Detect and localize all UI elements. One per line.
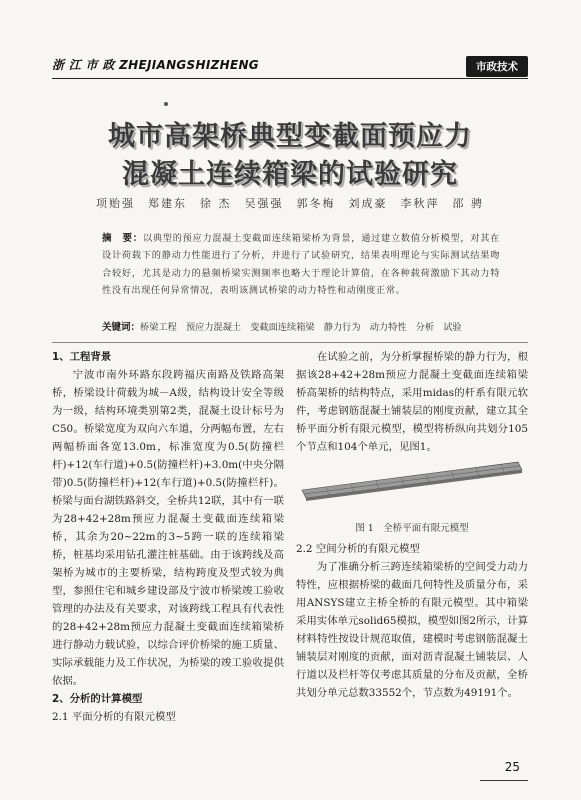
decorative-dot	[164, 102, 168, 106]
subsection-heading-2-1: 2.1 平面分析的有限元模型	[52, 711, 176, 723]
header-rule	[52, 78, 528, 79]
subsection-heading-2-2: 2.2 空间分析的有限元模型	[296, 543, 420, 555]
figure-1-caption: 图 1 全桥平面有限元模型	[355, 523, 469, 534]
paragraph-background: 宁波市南外环路东段跨福庆南路及铁路高架桥，桥梁设计荷载为城－A级，结构设计安全等级为一级，结构环境类别第2类，混凝土设计标号为C50。桥梁宽度为双向六车道，分两幅布置，左右两幅桥面各宽13.0m，标准宽度为0.5(防撞栏杆)+12(车行道)+0.5(防撞栏杆)+3.0m(中央分隔带)0.5(防撞栏杆)+12(车行道)+0.5(防撞栏杆)。桥梁与面台湖铁路斜交，全桥共12联，其中有一联为28+42+28m预应力混凝土变截面连续箱梁桥，其余为20~22m的3~5跨一联的连续箱梁桥，桩基均采用钻孔灌注桩基础。由于该跨线及高架桥为城市的主要桥梁，结构跨度及型式较为典型，参照住宅和城乡建设部及宁波市桥梁竣工验收管理的办法及有关要求，对该跨线工程具有代表性的28+42+28m预应力混凝土变截面连续箱梁桥进行静动力载试验，以综合评价桥梁的施工质量、实际承载能力及工作状况，为桥梁的竣工验收提供依据。	[52, 369, 284, 687]
section-tag: 市政技术	[466, 56, 528, 77]
abstract	[102, 230, 500, 299]
right-column-top	[296, 348, 528, 456]
figure-1-fe-model	[296, 450, 528, 506]
paragraph-spatial-model: 为了准确分析三跨连续箱梁桥的空间受力动力特性，应根据桥梁的截面几何特性及质量分布，采用ANSYS建立主桥全桥的有限元模型。其中箱梁采用实体单元solid65模拟，模型如图2所示，计算材料特性按设计规范取值，建模时考虑钢筋混凝土铺装层对刚度的贡献，面对沥青混凝土铺装层、人行道以及栏杆等仅考虑其质量的分布及贡献，全桥共划分单元总数33552个，节点数为49191个。	[296, 561, 528, 699]
keywords-label: 关键词：	[102, 322, 141, 333]
title-line-2: 混凝土连续箱梁的试验研究	[122, 159, 458, 190]
article-title	[52, 118, 528, 194]
page-header	[52, 56, 528, 76]
keywords	[102, 319, 500, 333]
fe-model-graphic	[296, 450, 528, 506]
section-heading-2: 2、分析的计算模型	[52, 693, 143, 705]
left-column	[52, 348, 284, 726]
abstract-text: 以典型的预应力混凝土变截面连续箱梁桥为背景，通过建立数值分析模型，对其在设计荷载下的静动力性能进行了分析，并进行了试验研究，结果表明理论与实际测试结果吻合较好，尤其是动力的悬频桥梁实测频率也略大于理论计算值，在各种载荷激励下其动力特性没有出现任何异常情况，表明该测试桥梁的动力特性和动刚度正常。	[102, 233, 500, 296]
footer-rule	[480, 780, 528, 781]
paragraph-plane-model: 在试验之前，为分析掌握桥梁的静力行为，根据该28+42+28m预应力混凝土变截面连续箱梁桥高架桥的结构特点，采用midas的杆系有限元软件，考虑钢筋混凝土铺装层的刚度贡献，建立其全桥平面分析有限元模型，模型将桥纵向共划分105个节点和104个单元，见图1。	[296, 351, 528, 453]
right-column-bottom	[296, 540, 528, 702]
journal-brand: 浙 江 市 政 ZHEJIANGSHIZHENG	[52, 58, 259, 72]
section-heading-1: 1、工程背景	[52, 351, 112, 363]
title-line-1: 城市高架桥典型变截面预应力	[108, 121, 472, 152]
abstract-label: 摘 要：	[102, 233, 143, 244]
authors: 项贻强 郑建东 徐 杰 吴强强 郭冬梅 刘成豪 李秋萍 邵 骋	[96, 197, 484, 210]
abstract-separator	[52, 342, 528, 343]
keywords-text: 桥梁工程 预应力混凝土 变截面连续箱梁 静力行为 动力特性 分析 试验	[140, 322, 462, 333]
page-number: 25	[504, 760, 520, 774]
